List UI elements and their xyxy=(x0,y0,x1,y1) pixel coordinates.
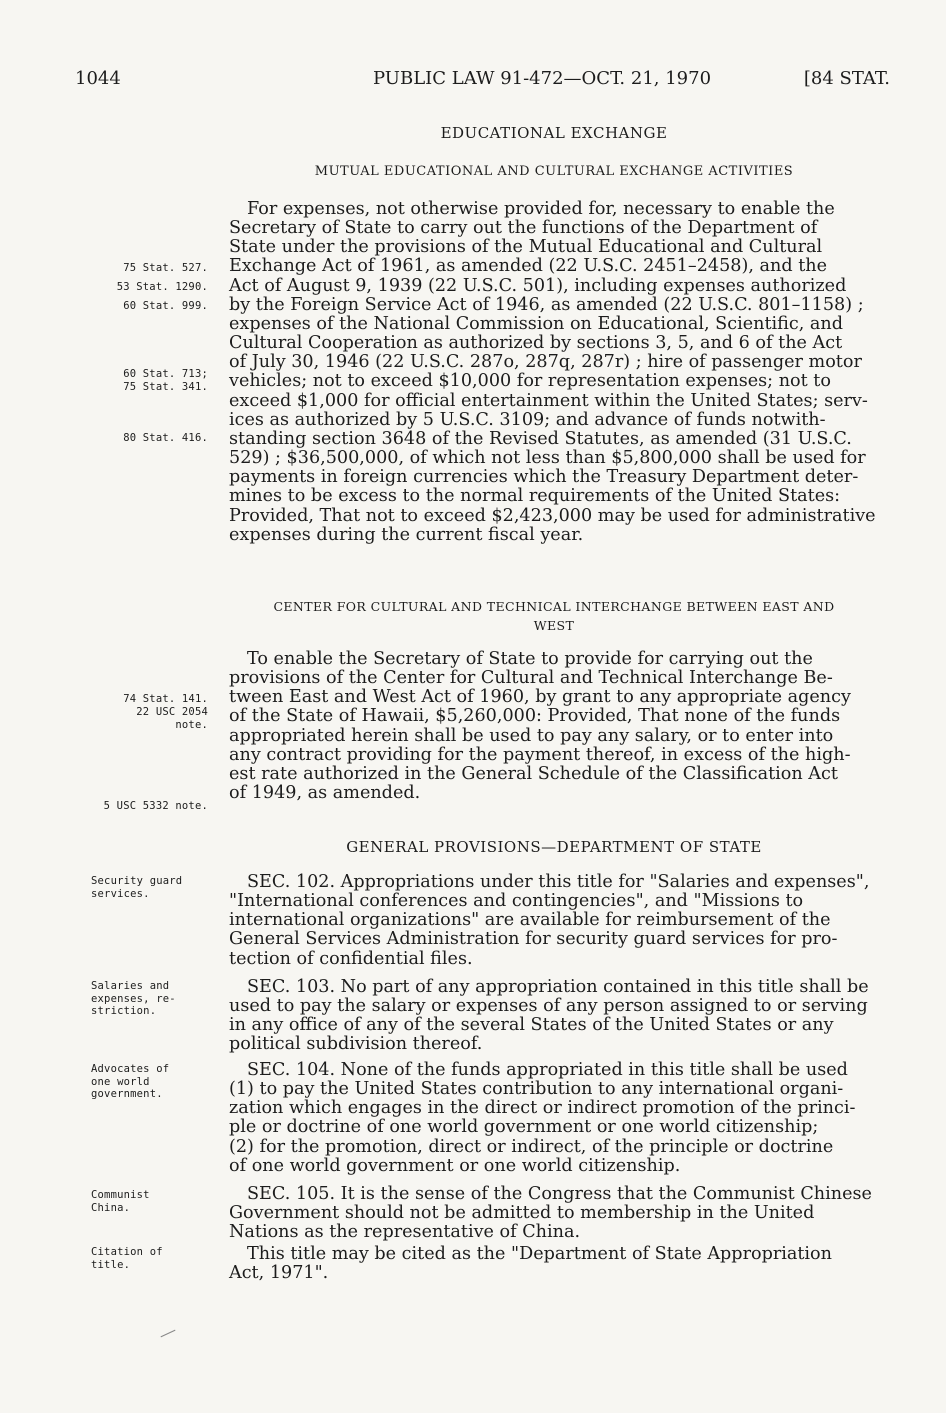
running-title: PUBLIC LAW 91-472—OCT. 21, 1970 xyxy=(373,68,712,89)
section-east-west-body xyxy=(229,650,879,803)
section-102 xyxy=(229,873,879,969)
body-line: Exchange Act of 1961, as amended (22 U.S.C. 2451–2458), and the xyxy=(229,256,828,277)
body-line: payments in foreign currencies which the Treasury Department deter- xyxy=(229,467,859,488)
body-line: Cultural Cooperation as authorized by sections 3, 5, and 6 of the Act xyxy=(229,333,843,354)
margin-note-statute: 53 Stat. 1290. xyxy=(116,281,208,293)
body-line: standing section 3648 of the Revised Statutes, as amended (31 U.S.C. xyxy=(229,428,852,449)
body-line: of 1949, as amended. xyxy=(229,783,421,804)
body-line: expenses during the current fiscal year. xyxy=(229,524,584,545)
body-line: (1) to pay the United States contribution to any international organi- xyxy=(229,1079,844,1100)
body-line: tween East and West Act of 1960, by grant to any appropriate agency xyxy=(229,687,851,708)
body-line: mines to be excess to the normal requirements of the United States: xyxy=(229,486,841,507)
body-line: 529) ; $36,500,000, of which not less than $5,800,000 shall be used for xyxy=(229,448,866,469)
page-number: 1044 xyxy=(75,68,121,89)
body-line: SEC. 105. It is the sense of the Congress that the Communist Chinese xyxy=(247,1184,872,1204)
margin-note-statute: 60 Stat. 999. xyxy=(123,300,208,312)
body-line: Act of August 9, 1939 (22 U.S.C. 501), including expenses authorized xyxy=(229,275,847,296)
body-line: Nations as the representative of China. xyxy=(229,1222,581,1243)
heading-general-provisions: GENERAL PROVISIONS—DEPARTMENT OF STATE xyxy=(346,838,762,856)
body-line: political subdivision thereof. xyxy=(229,1034,483,1055)
heading-line: CENTER FOR CULTURAL AND TECHNICAL INTERCHANGE BETWEEN EAST AND xyxy=(273,599,835,614)
margin-note-citation: Citation of title. xyxy=(91,1246,163,1271)
body-line: vehicles; not to exceed $10,000 for representation expenses; not to xyxy=(229,371,831,392)
statute-volume: [84 STAT. xyxy=(803,68,890,89)
body-line: provisions of the Center for Cultural and Technical Interchange Be- xyxy=(229,668,833,689)
margin-note-salaries-restriction: Salaries and expenses, re- striction. xyxy=(91,980,176,1017)
heading-line: WEST xyxy=(533,618,575,633)
subheading-mutual-exchange: MUTUAL EDUCATIONAL AND CULTURAL EXCHANGE ACTIVITIES xyxy=(314,164,794,179)
margin-note-statute: 60 Stat. 713; xyxy=(123,368,208,380)
section-103 xyxy=(229,978,879,1055)
body-line: international organizations" are available for reimbursement of the xyxy=(229,910,831,931)
body-line: To enable the Secretary of State to provide for carrying out the xyxy=(247,649,813,669)
body-line: appropriated herein shall be used to pay any salary, or to enter into xyxy=(229,725,834,746)
body-line: ple or doctrine of one world government or one world citizenship; xyxy=(229,1117,819,1138)
body-line: expenses of the National Commission on Educational, Scientific, and xyxy=(229,313,844,334)
body-line: ices as authorized by 5 U.S.C. 3109; and advance of funds notwith- xyxy=(229,409,826,430)
body-line: SEC. 104. None of the funds appropriated in this title shall be used xyxy=(247,1060,848,1080)
page-header xyxy=(75,68,890,98)
body-line: "International conferences and contingencies", and "Missions to xyxy=(229,891,804,912)
body-line: This title may be cited as the "Department of State Appropriation xyxy=(247,1244,832,1264)
body-line: Act, 1971". xyxy=(229,1263,329,1284)
section-educational-exchange-body xyxy=(229,200,879,545)
margin-note-statute: 75 Stat. 527. xyxy=(123,262,208,274)
body-line: by the Foreign Service Act of 1946, as amended (22 U.S.C. 801–1158) ; xyxy=(229,294,864,315)
body-line: (2) for the promotion, direct or indirect, of the principle or doctrine xyxy=(229,1136,834,1157)
section-104 xyxy=(229,1061,879,1176)
body-line: of the State of Hawaii, $5,260,000: Provided, That none of the funds xyxy=(229,706,841,727)
body-line: of one world government or one world citizenship. xyxy=(229,1155,681,1176)
body-line: SEC. 103. No part of any appropriation contained in this title shall be xyxy=(247,977,869,997)
heading-educational-exchange: EDUCATIONAL EXCHANGE xyxy=(440,124,668,142)
body-line: Provided, That not to exceed $2,423,000 may be used for administrative xyxy=(229,505,876,526)
body-line: of July 30, 1946 (22 U.S.C. 287o, 287q, 287r) ; hire of passenger motor xyxy=(229,352,862,373)
body-line: any contract providing for the payment thereof, in excess of the high- xyxy=(229,744,851,765)
margin-note-statute: 22 USC 2054 xyxy=(136,706,208,718)
pencil-mark xyxy=(161,1330,176,1338)
body-line: SEC. 102. Appropriations under this title for "Salaries and expenses", xyxy=(247,872,870,892)
section-105 xyxy=(229,1185,879,1242)
margin-note-statute: 75 Stat. 341. xyxy=(123,381,208,393)
citation-paragraph xyxy=(229,1245,879,1283)
margin-note-communist-china: Communist China. xyxy=(91,1189,150,1214)
margin-note-statute: 80 Stat. 416. xyxy=(123,432,208,444)
margin-note-security-guard: Security guard services. xyxy=(91,875,183,900)
body-line: State under the provisions of the Mutual Educational and Cultural xyxy=(229,237,823,258)
margin-note-statute: 74 Stat. 141. xyxy=(123,693,208,705)
body-line: zation which engages in the direct or indirect promotion of the princi- xyxy=(229,1098,856,1119)
body-line: General Services Administration for security guard services for pro- xyxy=(229,929,838,950)
body-line: est rate authorized in the General Schedule of the Classification Act xyxy=(229,763,838,784)
heading-east-west-center xyxy=(229,597,879,635)
margin-note-statute: note. xyxy=(175,719,208,731)
margin-note-statute: 5 USC 5332 note. xyxy=(103,800,208,812)
body-line: Government should not be admitted to membership in the United xyxy=(229,1203,815,1224)
body-line: used to pay the salary or expenses of any person assigned to or serving xyxy=(229,996,868,1017)
body-line: For expenses, not otherwise provided for, necessary to enable the xyxy=(247,199,835,219)
body-line: exceed $1,000 for official entertainment within the United States; serv- xyxy=(229,390,868,411)
body-line: in any office of any of the several States of the United States or any xyxy=(229,1015,834,1036)
body-line: Secretary of State to carry out the functions of the Department of xyxy=(229,218,818,239)
margin-note-world-government: Advocates of one world government. xyxy=(91,1063,170,1100)
body-line: tection of confidential files. xyxy=(229,948,473,969)
